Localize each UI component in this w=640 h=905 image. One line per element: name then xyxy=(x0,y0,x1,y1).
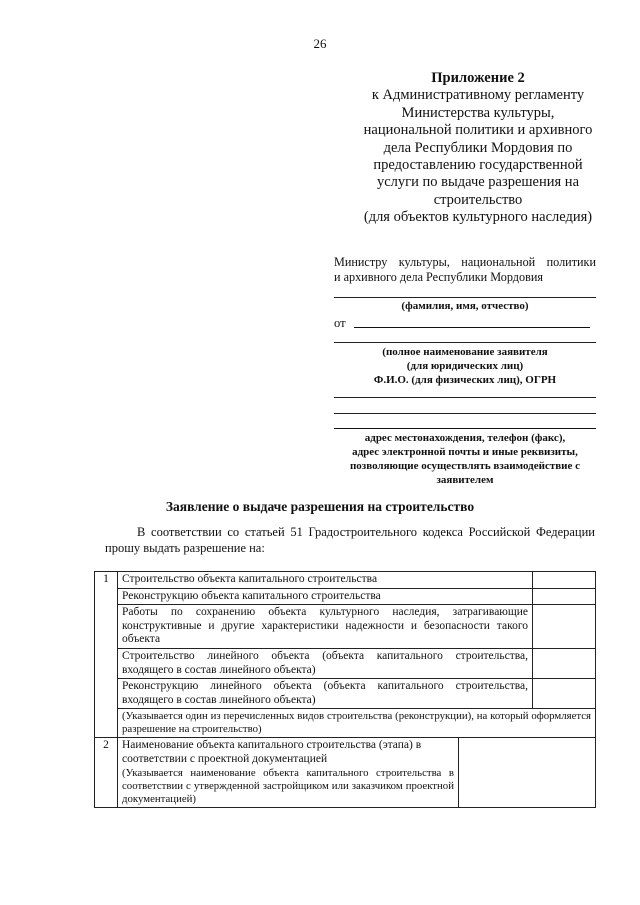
table-row xyxy=(95,572,596,589)
appendix-line: дела Республики Мордовия по xyxy=(383,139,573,156)
row-number: 2 xyxy=(95,738,118,807)
table-row xyxy=(95,679,596,709)
table-row xyxy=(95,588,596,605)
intro-line: В соответствии со статьей 51 Градостроительного кодекса Российской Федерации xyxy=(137,525,595,539)
appendix-line: Министерства культуры, xyxy=(401,104,555,121)
fio-caption: (фамилия, имя, отчество) xyxy=(401,300,529,312)
appendix-block xyxy=(318,70,638,227)
table-row xyxy=(95,709,596,738)
intro-line: прошу выдать разрешение на: xyxy=(105,540,265,555)
appendix-title: Приложение 2 xyxy=(431,70,525,86)
document-heading: Заявление о выдаче разрешения на строительство xyxy=(165,499,475,514)
appendix-line: национальной политики и архивного xyxy=(363,122,593,139)
from-label: от xyxy=(334,316,346,330)
option-checkbox[interactable] xyxy=(533,572,596,589)
addressee-line: и архивного дела Республики Мордовия xyxy=(334,270,543,284)
addressee xyxy=(334,255,596,285)
appendix-line: к Административному регламенту xyxy=(371,87,585,104)
table-row xyxy=(95,648,596,678)
option-checkbox[interactable] xyxy=(533,648,596,678)
applicant-caption: (полное наименование заявителя (для юридических лиц) Ф.И.О. (для физических лиц), ОГРН xyxy=(373,346,557,386)
fio-line[interactable] xyxy=(334,297,596,298)
option-linear-construction: Строительство линейного объекта (объекта капитального строительства, входящего в состав линейного объекта) xyxy=(118,648,533,678)
addressee-line: Министру культуры, национальной политики xyxy=(334,255,596,269)
option-linear-reconstruction: Реконструкцию линейного объекта (объекта капитального строительства, входящего в состав линейного объекта) xyxy=(118,679,533,709)
address-line[interactable] xyxy=(334,428,596,429)
application-table xyxy=(94,571,596,808)
address-caption: адрес местонахождения, телефон (факс), адрес электронной почты и иные реквизиты, позволяющие осуществлять взаимодейcтвие с заявителем xyxy=(349,432,581,486)
appendix-line: предоставлению государственной xyxy=(373,157,583,174)
option-heritage-works: Работы по сохранению объекта культурного наследия, затрагивающие конструктивные и другие характеристики надежности и безопасности такого объекта xyxy=(118,605,533,649)
table-row xyxy=(95,738,596,807)
row1-note: (Указывается один из перечисленных видов строительства (реконструкции), на который оформляется разрешение на строительство) xyxy=(118,709,596,738)
object-name-label: Наименование объекта капитального строительства (этапа) в соответствии с проектной документацией xyxy=(122,739,422,765)
from-line[interactable] xyxy=(354,327,590,328)
object-name-value[interactable] xyxy=(459,738,596,806)
option-reconstruction: Реконструкцию объекта капитального строительства xyxy=(118,588,533,605)
option-checkbox[interactable] xyxy=(533,588,596,605)
page-number: 26 xyxy=(313,36,327,51)
option-construction: Строительство объекта капитального строительства xyxy=(118,572,533,589)
applicant-line[interactable] xyxy=(334,342,596,343)
object-name-note: (Указывается наименование объекта капитального строительства в соответствии с утвержденной застройщиком или заказчиком проектной документацией) xyxy=(122,766,454,805)
appendix-line: (для объектов культурного наследия) xyxy=(363,209,593,226)
address-line[interactable] xyxy=(334,397,596,398)
option-checkbox[interactable] xyxy=(533,679,596,709)
table-row xyxy=(95,605,596,649)
appendix-line: строительство xyxy=(433,191,523,208)
row-number: 1 xyxy=(95,572,118,738)
row2-inner xyxy=(118,738,595,806)
option-checkbox[interactable] xyxy=(533,605,596,649)
appendix-line: услуги по выдаче разрешения на xyxy=(376,174,580,191)
address-line[interactable] xyxy=(334,413,596,414)
intro-paragraph xyxy=(105,525,595,556)
